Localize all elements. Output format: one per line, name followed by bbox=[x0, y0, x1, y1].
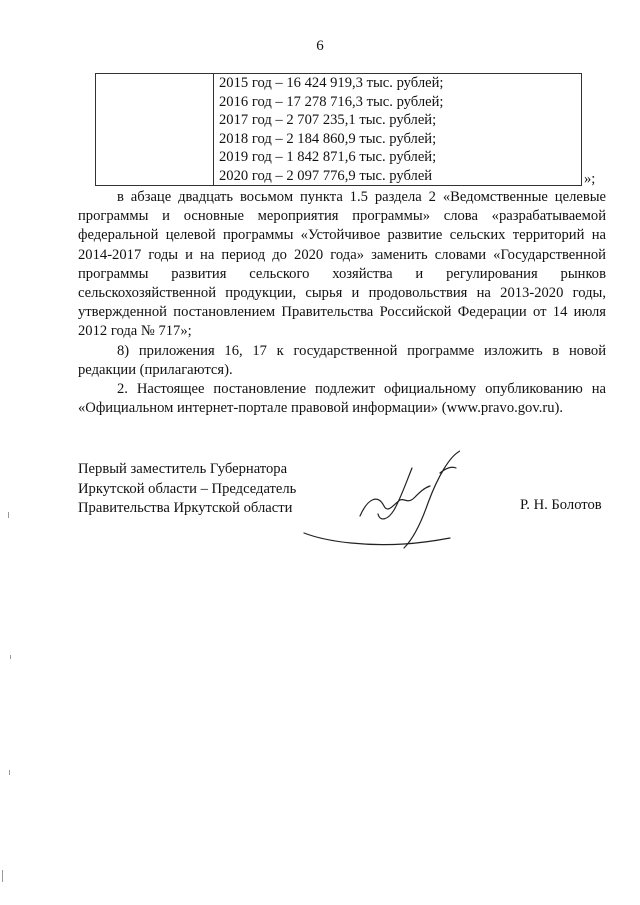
funding-line-2019: 2019 год – 1 842 871,6 тыс. рублей; bbox=[219, 149, 437, 165]
signer-name: Р. Н. Болотов bbox=[520, 497, 602, 513]
funding-line-2015: 2015 год – 16 424 919,3 тыс. рублей; bbox=[219, 75, 444, 91]
funding-line-2017: 2017 год – 2 707 235,1 тыс. рублей; bbox=[219, 112, 437, 128]
handwritten-signature bbox=[300, 448, 460, 558]
signatory-title-line: Первый заместитель Губернатора bbox=[78, 461, 288, 477]
funding-line-2020: 2020 год – 2 097 776,9 тыс. рублей bbox=[219, 167, 433, 184]
closing-quote: »; bbox=[584, 171, 596, 187]
page-number: 6 bbox=[316, 38, 324, 54]
paragraph-publication: 2. Настоящее постановление подлежит официальному опубликованию на «Официальном интернет-портале правовой информации» (www.pravo.gov.ru). bbox=[78, 381, 606, 417]
scan-margin-mark bbox=[9, 770, 10, 775]
paragraph-appendices: 8) приложения 16, 17 к государственной программе изложить в новой редакции (прилагаются). bbox=[78, 342, 606, 378]
table-value-cell bbox=[214, 74, 582, 186]
scan-margin-mark bbox=[8, 512, 9, 518]
funding-line-2016: 2016 год – 17 278 716,3 тыс. рублей; bbox=[219, 93, 444, 110]
signatory-title-line: Иркутской области – Председатель bbox=[78, 480, 297, 497]
scan-margin-mark bbox=[10, 655, 11, 659]
signatory-title bbox=[78, 460, 296, 519]
body-text bbox=[78, 188, 606, 418]
paragraph-amendment: в абзаце двадцать восьмом пункта 1.5 раздела 2 «Ведомственные целевые программы и основные мероприятия программы» слова «разрабатываемой федеральной целевой программы «Устойчивое развитие сельских территорий на 2014-2017 годы и на период до 2020 года» заменить словами «Государственной программы развития сельского хозяйства и регулирования рынков сельскохозяйственной продукции, сырья и продовольствия на 2013-2020 годы, утвержденной постановлением Правительства Российской Федерации от 14 июля 2012 года № 717»; bbox=[78, 189, 606, 340]
signatory-title-line: Правительства Иркутской области bbox=[78, 500, 293, 516]
funding-line-2018: 2018 год – 2 184 860,9 тыс. рублей; bbox=[219, 130, 437, 147]
table-empty-cell bbox=[96, 74, 214, 186]
scan-margin-mark bbox=[2, 870, 3, 882]
funding-table bbox=[95, 73, 582, 186]
